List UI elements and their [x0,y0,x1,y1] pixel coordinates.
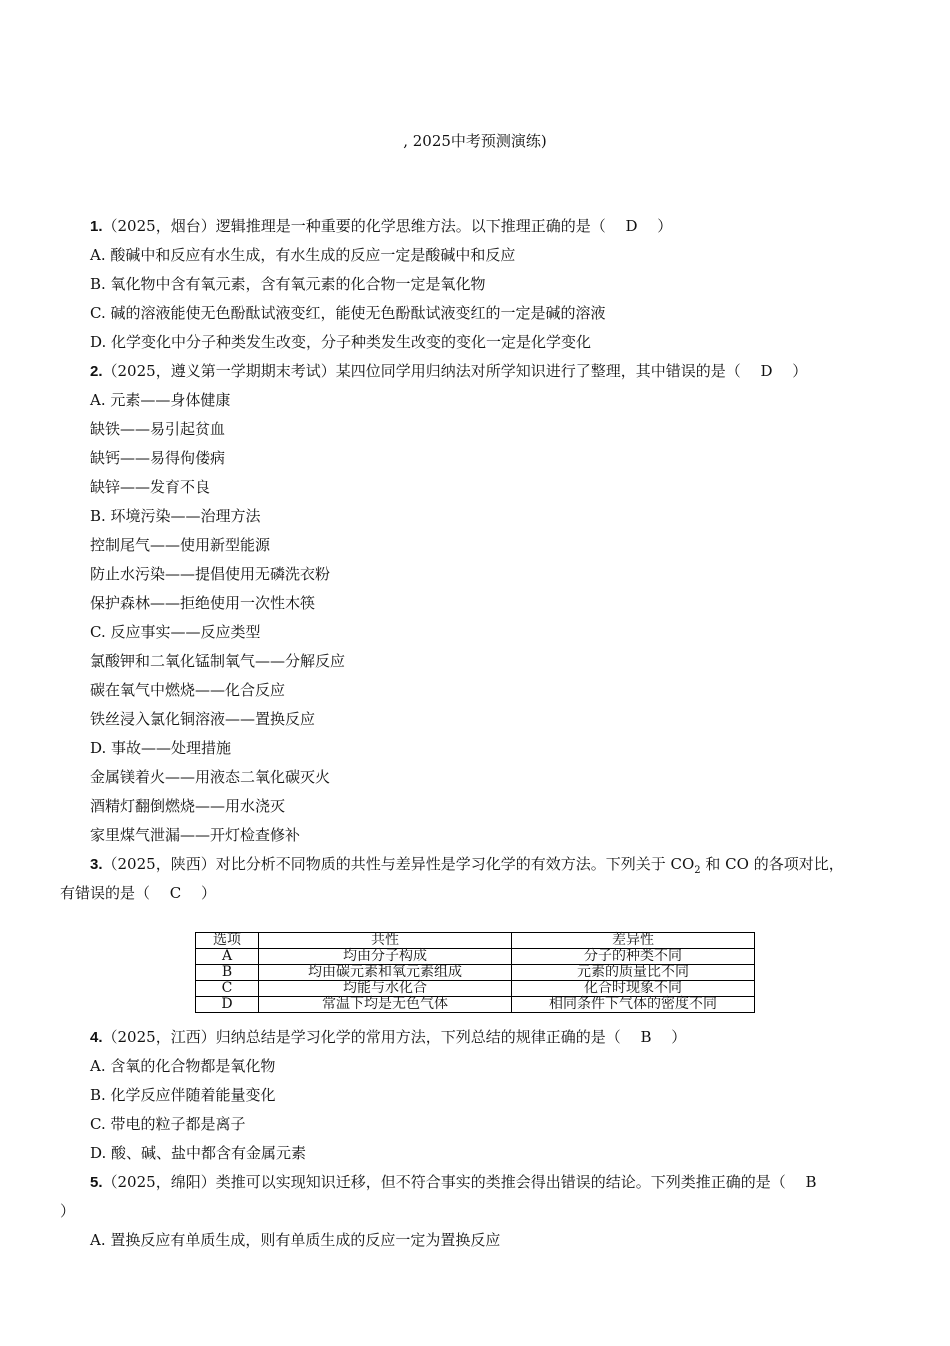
question-1 [90,216,672,237]
question-5-continuation: ） [60,1202,76,1220]
list-item: 控制尾气——使用新型能源 [90,536,271,554]
question-stem: （2025，江西）归纳总结是学习化学的常用方法，下列总结的规律正确的是（ B ） [102,1028,687,1046]
question-number: 4. [90,1029,103,1046]
list-item: 保护森林——拒绝使用一次性木筷 [90,594,316,612]
table-cell: 分子的种类不同 [512,949,755,965]
table-header: 选项 [196,933,259,949]
question-3 [90,854,844,881]
subscript: 2 [694,865,701,876]
table-row [196,981,755,997]
list-item: C. 反应事实——反应类型 [90,623,261,641]
table-cell: A [196,949,259,965]
table-cell: 化合时现象不同 [512,981,755,997]
list-item: 缺钙——易得佝偻病 [90,449,226,467]
option-c: C. 碱的溶液能使无色酚酞试液变红，能使无色酚酞试液变红的一定是碱的溶液 [90,304,606,322]
table-row [196,965,755,981]
table-cell: 均能与水化合 [259,981,512,997]
option-b: B. 氧化物中含有氧元素，含有氧元素的化合物一定是氧化物 [90,275,486,293]
list-item: 酒精灯翻倒燃烧——用水浇灭 [90,797,286,815]
question-number: 3. [90,856,103,873]
question-stem: （2025，烟台）逻辑推理是一种重要的化学思维方法。以下推理正确的是（ D ） [102,217,673,235]
table-cell: 元素的质量比不同 [512,965,755,981]
question-4 [90,1027,686,1048]
option-a: A. 置换反应有单质生成，则有单质生成的反应一定为置换反应 [90,1231,501,1249]
list-item: D. 事故——处理措施 [90,739,232,757]
list-item: B. 环境污染——治理方法 [90,507,261,525]
list-item: 碳在氧气中燃烧——化合反应 [90,681,286,699]
comparison-table [195,932,755,1013]
table-cell: C [196,981,259,997]
question-2 [90,361,807,382]
question-number: 2. [90,363,103,380]
table-cell: 常温下均是无色气体 [259,997,512,1013]
list-item: 铁丝浸入氯化铜溶液——置换反应 [90,710,316,728]
table-header-row [196,933,755,949]
question-stem-cont: 和 CO 的各项对比， [700,855,844,873]
table-cell: 相同条件下气体的密度不同 [512,997,755,1013]
table-cell: 均由分子构成 [259,949,512,965]
list-item: A. 元素——身体健康 [90,391,231,409]
list-item: 缺锌——发育不良 [90,478,211,496]
question-5 [90,1172,817,1193]
table-cell: 均由碳元素和氧元素组成 [259,965,512,981]
question-number: 5. [90,1174,103,1191]
option-c: C. 带电的粒子都是离子 [90,1115,246,1133]
table-row [196,997,755,1013]
list-item: 氯酸钾和二氧化锰制氧气——分解反应 [90,652,346,670]
option-d: D. 酸、碱、盐中都含有金属元素 [90,1144,307,1162]
page-title: , 2025中考预测演练) [403,132,547,150]
list-item: 金属镁着火——用液态二氧化碳灭火 [90,768,331,786]
option-b: B. 化学反应伴随着能量变化 [90,1086,276,1104]
option-a: A. 含氧的化合物都是氧化物 [90,1057,276,1075]
table-cell: B [196,965,259,981]
option-d: D. 化学变化中分子种类发生改变，分子种类发生改变的变化一定是化学变化 [90,333,592,351]
question-stem: （2025，遵义第一学期期末考试）某四位同学用归纳法对所学知识进行了整理，其中错误的是（ D ） [102,362,808,380]
question-number: 1. [90,218,103,235]
table-header: 共性 [259,933,512,949]
list-item: 家里煤气泄漏——开灯检查修补 [90,826,301,844]
option-a: A. 酸碱中和反应有水生成，有水生成的反应一定是酸碱中和反应 [90,246,516,264]
question-stem: （2025，绵阳）类推可以实现知识迁移，但不符合事实的类推会得出错误的结论。下列类推正确的是（ B [102,1173,817,1191]
table-header: 差异性 [512,933,755,949]
table-cell: D [196,997,259,1013]
question-3-continuation: 有错误的是（ C ） [60,884,217,902]
list-item: 防止水污染——提倡使用无磷洗衣粉 [90,565,331,583]
list-item: 缺铁——易引起贫血 [90,420,226,438]
table-row [196,949,755,965]
question-stem: （2025，陕西）对比分析不同物质的共性与差异性是学习化学的有效方法。下列关于 CO [102,855,695,873]
